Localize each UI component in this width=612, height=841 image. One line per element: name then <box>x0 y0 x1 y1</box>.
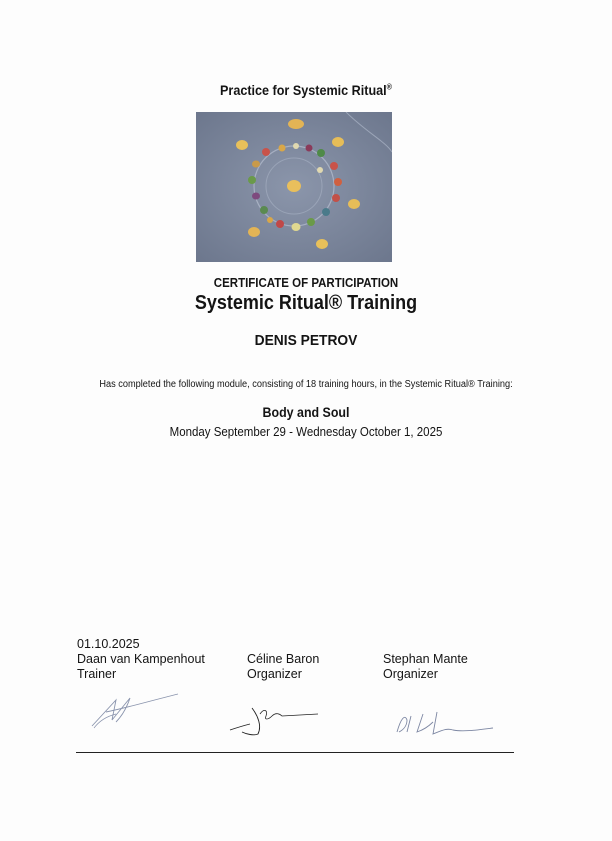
trainer-signature <box>86 690 186 732</box>
organizer-2-name: Stephan Mante <box>383 652 468 666</box>
certificate-kicker: CERTIFICATE OF PARTICIPATION <box>213 276 399 290</box>
header-title: Practice for Systemic Ritual® <box>220 82 392 98</box>
organizer-1-name: Céline Baron <box>247 652 320 666</box>
signature-rule <box>76 752 514 753</box>
module-name: Body and Soul <box>262 405 350 420</box>
trainer-name: Daan van Kampenhout <box>77 652 205 666</box>
certificate-title: Systemic Ritual® Training <box>194 292 418 314</box>
organizer-1-signature <box>228 704 338 738</box>
participant-name: DENIS PETROV <box>254 332 358 349</box>
organizer-1-role: Organizer <box>247 667 302 681</box>
module-dates: Monday September 29 - Wednesday October 1, 2025 <box>169 425 443 439</box>
organizer-2-role: Organizer <box>383 667 438 681</box>
issue-date: 01.10.2025 <box>77 637 140 651</box>
ritual-stones-photo <box>196 112 392 262</box>
completion-statement: Has completed the following module, consisting of 18 training hours, in the Systemic Ritual® Training: <box>99 379 513 390</box>
trainer-role: Trainer <box>77 667 117 681</box>
organizer-2-signature <box>393 708 498 738</box>
